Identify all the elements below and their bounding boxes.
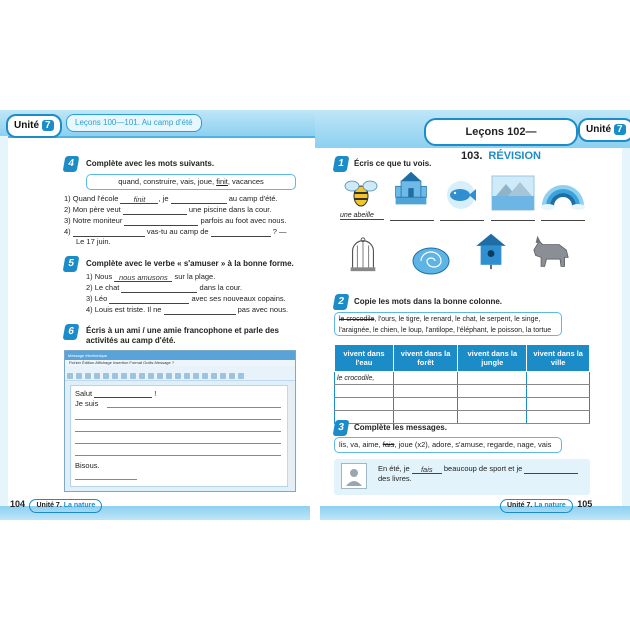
table-cell[interactable] <box>527 398 590 411</box>
email-bisous: Bisous. <box>75 461 100 470</box>
footer-unit-pill <box>500 499 573 513</box>
revision-label: RÉVISION <box>488 150 541 162</box>
toolbar-icon[interactable] <box>193 373 199 379</box>
text: 3) Léo <box>86 294 108 303</box>
toolbar-icon[interactable] <box>112 373 118 379</box>
answer-blank[interactable] <box>124 217 198 226</box>
right-footer <box>500 494 615 508</box>
exercise-3-word-bank <box>334 437 562 453</box>
exercise-6-title-line-2: activités au camp d'été. <box>86 336 176 345</box>
text: pas avec nous. <box>237 305 289 314</box>
exercise-4-badge: 4 <box>63 156 80 172</box>
writing-line <box>107 407 281 408</box>
text: , l'ours, le tigre, le renard, le chat, le serpent, le singe, <box>374 316 541 323</box>
toolbar-icon[interactable] <box>85 373 91 379</box>
answer-une-abeille[interactable]: une abeille <box>340 212 384 220</box>
snail-shell-icon <box>408 240 454 278</box>
table-cell[interactable] <box>458 411 527 424</box>
message-line-1 <box>378 464 578 474</box>
text: Unité 7. <box>507 502 533 509</box>
text: Unité 7. <box>36 502 62 509</box>
text: 2) Mon père veut <box>64 205 121 214</box>
animals-table <box>334 344 590 424</box>
answer-blank[interactable] <box>440 220 484 221</box>
toolbar-icon[interactable] <box>148 373 154 379</box>
unit-number: 7 <box>42 120 54 131</box>
text: ? — <box>272 227 287 236</box>
column-header: vivent dans la ville <box>527 345 590 372</box>
word-bank-used-word: finit <box>216 177 228 186</box>
writing-line <box>75 431 281 432</box>
table-cell[interactable] <box>527 411 590 424</box>
column-header: vivent dans l'eau <box>335 345 394 372</box>
toolbar-icon[interactable] <box>211 373 217 379</box>
answer-blank[interactable] <box>94 389 152 398</box>
exercise-1-badge: 1 <box>333 156 350 172</box>
answer-blank[interactable] <box>120 195 158 204</box>
toolbar-icon[interactable] <box>166 373 172 379</box>
column-header: vivent dans la jungle <box>458 345 527 372</box>
exercise-4-line-4-answer: Le 17 juin. <box>76 237 111 246</box>
exercise-4-word-bank <box>86 174 296 190</box>
table-cell[interactable] <box>527 372 590 385</box>
answer-blank[interactable] <box>524 465 578 474</box>
lesson-pill: Leçons 100—101. Au camp d'été <box>66 114 202 132</box>
email-scrollbar[interactable] <box>287 385 293 485</box>
table-cell[interactable] <box>393 411 457 424</box>
email-je-suis: Je suis <box>75 399 99 408</box>
exercise-5-line-4 <box>86 305 288 315</box>
text: , je <box>158 194 169 203</box>
text: 1) Nous <box>86 272 113 281</box>
text: 4) <box>64 227 71 236</box>
answer-blank[interactable] <box>109 295 189 304</box>
table-cell[interactable] <box>458 372 527 385</box>
word-bank-used-word: fais <box>382 440 395 449</box>
footer-unit-pill <box>29 499 102 513</box>
writing-line <box>75 443 281 444</box>
bee-icon <box>338 174 384 212</box>
toolbar-icon[interactable] <box>229 373 235 379</box>
answer-blank[interactable] <box>541 220 585 221</box>
table-cell[interactable] <box>393 372 457 385</box>
unit-tab-left <box>6 114 62 138</box>
exercise-4-line-3 <box>64 216 286 226</box>
revision-title <box>424 118 578 162</box>
table-cell[interactable] <box>335 385 394 398</box>
answer-blank[interactable] <box>412 465 442 474</box>
text: au camp d'été. <box>228 194 278 203</box>
exercise-5-line-1 <box>86 272 215 282</box>
toolbar-icon[interactable] <box>139 373 145 379</box>
writing-line <box>75 419 281 420</box>
toolbar-icon[interactable] <box>157 373 163 379</box>
text: beaucoup de sport et je <box>443 464 523 473</box>
answer-blank[interactable] <box>491 220 535 221</box>
text: sur la plage. <box>174 272 216 281</box>
table-cell[interactable]: le crocodile, <box>335 372 394 385</box>
toolbar-icon[interactable] <box>130 373 136 379</box>
toolbar-icon[interactable] <box>238 373 244 379</box>
toolbar-icon[interactable] <box>76 373 82 379</box>
table-cell[interactable] <box>393 385 457 398</box>
email-greeting <box>75 389 156 398</box>
exercise-4-title: Complète avec les mots suivants. <box>86 159 215 168</box>
rainbow-icon <box>540 176 586 214</box>
answer-blank[interactable] <box>73 228 145 237</box>
exercise-2-badge: 2 <box>333 294 350 310</box>
birdhouse-icon <box>468 232 514 270</box>
column-header: vivent dans la forêt <box>393 345 457 372</box>
word-bank-text: quand, construire, vais, joue, <box>118 177 217 186</box>
text: une piscine dans la cour. <box>188 205 272 214</box>
toolbar-icon[interactable] <box>220 373 226 379</box>
table-cell[interactable] <box>393 398 457 411</box>
page-number: 105 <box>577 499 593 509</box>
exercise-5-line-2 <box>86 283 242 293</box>
email-window-title: Message électronique <box>65 351 295 360</box>
sea-icon <box>490 174 536 212</box>
unit-number: 7 <box>614 124 626 135</box>
table-cell[interactable] <box>335 398 394 411</box>
revision-lessons: Leçons 102—103. <box>461 126 537 162</box>
answer-text: fais <box>420 465 433 474</box>
toolbar-icon[interactable] <box>67 373 73 379</box>
answer-blank[interactable] <box>164 306 236 315</box>
toolbar-icon[interactable] <box>202 373 208 379</box>
text: Salut <box>75 389 93 398</box>
text: l'araignée, le chien, le loup, l'antilope, l'éléphant, le poisson, la tortue <box>339 327 552 334</box>
text: , joue (x2), adore, s'amuse, regarde, nage, vais <box>394 440 552 449</box>
writing-line <box>75 455 281 456</box>
answer-text: nous amusons <box>118 273 168 282</box>
text: lis, va, aime, <box>339 440 383 449</box>
toolbar-icon[interactable] <box>121 373 127 379</box>
unit-label: Unité <box>586 124 611 135</box>
exercise-1-title: Écris ce que tu vois. <box>354 159 432 168</box>
text: La nature <box>63 502 96 509</box>
exercise-2-word-bank <box>334 312 562 336</box>
text: En été, je <box>378 464 410 473</box>
exercise-3-title: Complète les messages. <box>354 423 447 432</box>
text: La nature <box>534 502 566 509</box>
exercise-3-badge: 3 <box>333 420 350 436</box>
text: parfois au foot avec nous. <box>200 216 287 225</box>
exercise-5-title: Complète avec le verbe « s'amuser » à la bonne forme. <box>86 259 294 268</box>
answer-blank[interactable] <box>211 228 271 237</box>
word-bank-text: , vacances <box>227 177 264 186</box>
birdcage-icon <box>340 236 386 274</box>
answer-blank[interactable] <box>171 195 227 204</box>
text: avec ses nouveaux copains. <box>191 294 286 303</box>
right-side-bar <box>622 148 630 506</box>
unit-label: Unité <box>14 120 39 131</box>
exercise-5-badge: 5 <box>63 256 80 272</box>
email-body[interactable] <box>70 385 288 487</box>
text: vas-tu au camp de <box>146 227 209 236</box>
wolf-icon <box>528 232 574 270</box>
fish-icon <box>438 176 484 214</box>
exercise-5-line-3 <box>86 294 286 304</box>
text: dans la cour. <box>199 283 243 292</box>
toolbar-icon[interactable] <box>103 373 109 379</box>
answer-text: finit <box>133 195 146 204</box>
text: 1) Quand l'école <box>64 194 119 203</box>
toolbar-icon[interactable] <box>184 373 190 379</box>
message-line-2: des livres. <box>378 474 412 483</box>
castle-icon <box>388 170 434 208</box>
table-cell[interactable] <box>527 385 590 398</box>
left-footer <box>10 494 110 508</box>
table-cell[interactable] <box>458 385 527 398</box>
toolbar-icon[interactable] <box>94 373 100 379</box>
left-side-bar <box>0 136 8 506</box>
exercise-4-line-1 <box>64 194 278 204</box>
text: 2) Le chat <box>86 283 120 292</box>
text: ! <box>154 389 157 398</box>
answer-blank[interactable] <box>123 206 187 215</box>
exercise-4-line-4 <box>64 227 287 237</box>
answer-blank[interactable] <box>114 273 172 282</box>
toolbar-icon[interactable] <box>175 373 181 379</box>
email-window-menu: Fichier Édition Affichage Insertion Format Outils Message ? <box>65 360 295 366</box>
answer-blank[interactable] <box>390 220 434 221</box>
exercise-4-line-2 <box>64 205 271 215</box>
page-number: 104 <box>10 499 26 509</box>
table-cell[interactable] <box>458 398 527 411</box>
exercise-6-title-line-1: Écris à un ami / une amie francophone et parle des <box>86 326 279 335</box>
text: 4) Louis est triste. Il ne <box>86 305 162 314</box>
user-avatar-icon <box>341 463 367 489</box>
email-window <box>64 350 296 492</box>
signature-line <box>75 479 137 480</box>
email-toolbar <box>65 366 295 381</box>
text: 3) Notre moniteur <box>64 216 123 225</box>
exercise-2-title: Copie les mots dans la bonne colonne. <box>354 297 503 306</box>
unit-tab-right <box>578 118 630 142</box>
word-bank-used-word: le crocodile <box>339 316 375 323</box>
exercise-6-badge: 6 <box>63 324 80 340</box>
answer-blank[interactable] <box>121 284 197 293</box>
